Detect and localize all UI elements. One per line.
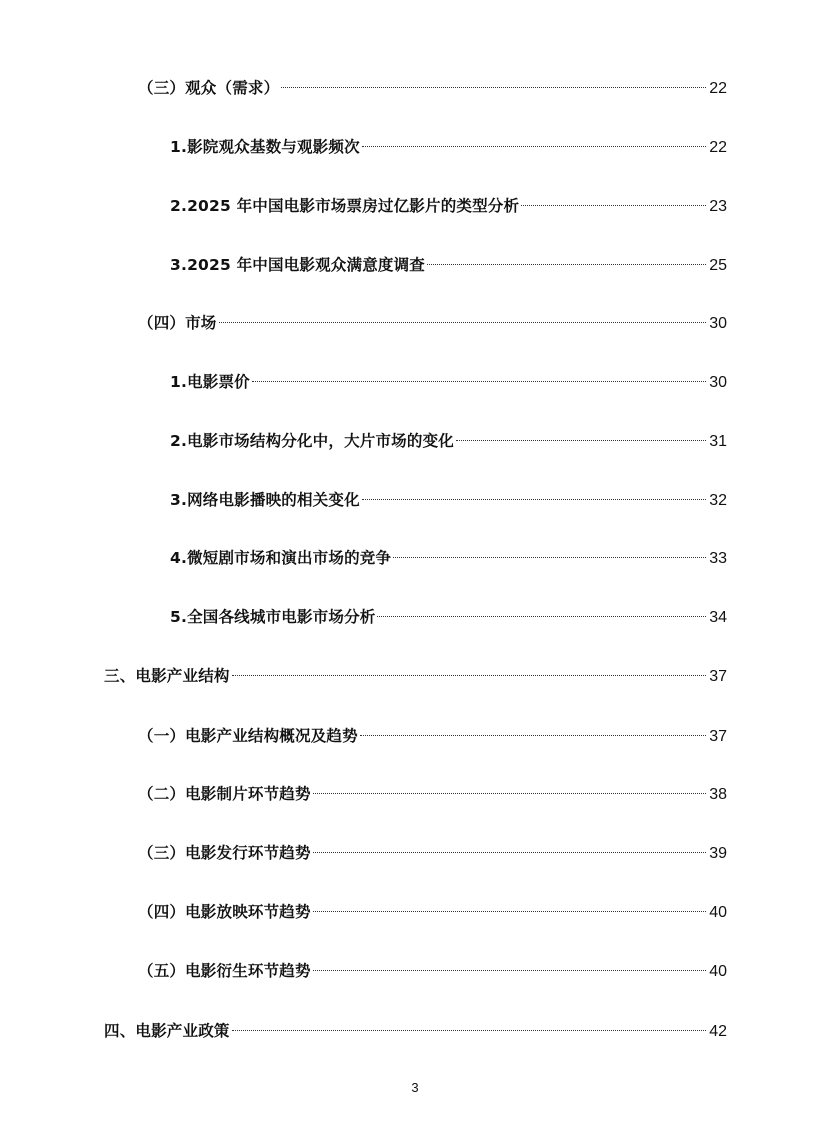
dot-leader [521, 205, 706, 206]
toc-entry[interactable] [170, 488, 727, 512]
toc-entry-page: 31 [709, 433, 727, 450]
toc-entry[interactable] [138, 841, 727, 865]
dot-leader [232, 675, 707, 676]
toc-entry[interactable] [170, 135, 727, 159]
toc-entry[interactable] [170, 370, 727, 394]
toc-entry-page: 22 [709, 139, 727, 156]
toc-entry[interactable] [170, 605, 727, 629]
page-number: 3 [411, 1080, 419, 1095]
dot-leader [362, 146, 706, 147]
toc-entry-page: 32 [709, 492, 727, 509]
toc-entry-label: 三、电影产业结构 [104, 667, 230, 685]
toc-entry-page: 37 [709, 668, 727, 685]
toc-entry-label: 1.电影票价 [170, 373, 250, 391]
toc-entry[interactable] [138, 311, 727, 335]
toc-entry-page: 33 [709, 550, 727, 567]
toc-entry[interactable] [170, 546, 727, 570]
toc-entry-page: 25 [709, 257, 727, 274]
toc-entry-label: （二）电影制片环节趋势 [138, 785, 311, 803]
dot-leader [252, 381, 706, 382]
toc-entry-page: 40 [709, 904, 727, 921]
toc-entry[interactable] [138, 782, 727, 806]
toc-entry-page: 40 [709, 963, 727, 980]
toc-entry-label: （三）观众（需求） [138, 79, 280, 97]
toc-entry-label: 2.2025 年中国电影市场票房过亿影片的类型分析 [170, 197, 520, 215]
dot-leader [313, 911, 707, 912]
dot-leader [313, 793, 707, 794]
toc-entry-label: 2.电影市场结构分化中，大片市场的变化 [170, 432, 454, 450]
toc-entry-label: 5.全国各线城市电影市场分析 [170, 608, 376, 626]
toc-entry[interactable] [104, 1019, 727, 1043]
toc-entry-page: 23 [709, 198, 727, 215]
dot-leader [219, 322, 707, 323]
toc-entry-label: （四）电影放映环节趋势 [138, 903, 311, 921]
dot-leader [362, 499, 706, 500]
toc-entry[interactable] [138, 76, 727, 100]
dot-leader [377, 616, 706, 617]
toc-entry-page: 38 [709, 786, 727, 803]
dot-leader [427, 264, 706, 265]
dot-leader [393, 557, 706, 558]
toc-entry-page: 30 [709, 374, 727, 391]
toc-entry[interactable] [104, 664, 727, 688]
dot-leader [313, 852, 707, 853]
toc-entry-label: 四、电影产业政策 [104, 1022, 230, 1040]
dot-leader [232, 1030, 707, 1031]
toc-entry-page: 37 [709, 728, 727, 745]
toc-entry-page: 30 [709, 315, 727, 332]
toc-entry-label: （五）电影衍生环节趋势 [138, 962, 311, 980]
dot-leader [456, 440, 706, 441]
toc-entry-label: （四）市场 [138, 314, 217, 332]
dot-leader [313, 970, 707, 971]
toc-entry-label: 3.2025 年中国电影观众满意度调查 [170, 256, 426, 274]
toc-entry-label: 4.微短剧市场和演出市场的竞争 [170, 549, 392, 567]
toc-entry-page: 39 [709, 845, 727, 862]
toc-entry-page: 34 [709, 609, 727, 626]
toc-entry-page: 22 [709, 80, 727, 97]
toc-entry[interactable] [170, 194, 727, 218]
dot-leader [360, 735, 706, 736]
dot-leader [281, 87, 706, 88]
toc-entry[interactable] [138, 724, 727, 748]
toc-entry-page: 42 [709, 1023, 727, 1040]
toc-entry[interactable] [170, 429, 727, 453]
toc-entry-label: 1.影院观众基数与观影频次 [170, 138, 360, 156]
toc-entry-label: （三）电影发行环节趋势 [138, 844, 311, 862]
toc-entry[interactable] [170, 253, 727, 277]
toc-entry[interactable] [138, 959, 727, 983]
toc-entry[interactable] [138, 900, 727, 924]
toc-entry-label: 3.网络电影播映的相关变化 [170, 491, 360, 509]
toc-entry-label: （一）电影产业结构概况及趋势 [138, 727, 358, 745]
